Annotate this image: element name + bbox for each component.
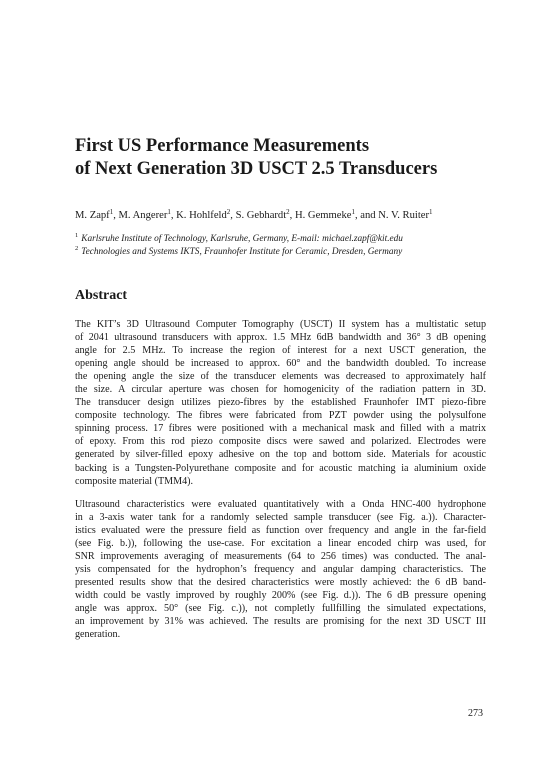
text-line: backing is a Tungsten-Polyurethane composite and for acoustic matching ia aluminium oxide <box>75 462 486 474</box>
text-line: presented results show that the desired characteristics were mostly achieved: the 6 dB band- <box>75 576 486 588</box>
text-line: of epoxy. From this rod piezo composite discs were sawed and polarized. Electrodes were <box>75 436 486 448</box>
affiliation-list <box>75 233 475 258</box>
text-line: composite material (TMM4). <box>75 475 194 487</box>
section-heading: Abstract <box>75 288 128 303</box>
text-line: in a 3-axis water tank for a randomly selected sample transducer (see Fig. a.)). Character- <box>75 511 486 523</box>
text-line: the opening angle the size of the transducer elements was decreased to approximately half <box>75 371 486 383</box>
author-affiliation-mark: 1 <box>429 208 433 216</box>
text-line: spinning process. 17 fibres were positioned with a mechanical mask and filled with a matrix <box>75 423 486 435</box>
author-separator: , and <box>354 210 379 221</box>
text-line: (see Fig. b.)), following the use-case. For excitation a linear encoded chirp was used, for <box>75 537 486 549</box>
abstract-paragraph <box>75 498 486 642</box>
author-separator: , <box>170 210 177 221</box>
author-affiliation-mark: 1 <box>167 208 171 216</box>
text-line: the size. A circular aperture was chosen for homogenicity of the radiation pattern in 3D. <box>75 384 486 396</box>
author-affiliation-mark: 1 <box>109 208 114 216</box>
text-line: Ultrasound characteristics were evaluated quantitatively with a Onda HNC-400 hydrophone <box>75 498 486 510</box>
text-line: The transducer design utilizes piezo-fibres by the established Fraunhofer IMT piezo-fibre <box>75 397 486 409</box>
text-line: SNR improvements averaging of measurements (64 to 256 times) was conducted. The anal- <box>75 550 486 562</box>
title-line: of Next Generation 3D USCT 2.5 Transducers <box>75 159 438 179</box>
author-name: M. Zapf <box>75 210 110 221</box>
text-line: The KIT’s 3D Ultrasound Computer Tomography (USCT) II system has a multistatic setup <box>75 319 486 330</box>
text-line: ysis compensated for the hydrophon’s frequency and angular damping characteristics. The <box>75 563 486 575</box>
author-affiliation-mark: 1 <box>351 208 355 216</box>
affiliation-text: Technologies and Systems IKTS, Fraunhofer Institute for Ceramic, Dresden, Germany <box>81 246 403 257</box>
text-line: istics evaluated were the pressure field as function over frequency and angle in the far-field <box>75 524 486 536</box>
affiliation-mark: 2 <box>75 244 79 252</box>
affiliation-mark: 1 <box>75 232 79 239</box>
author-separator: , <box>113 210 119 221</box>
affiliation <box>75 246 475 259</box>
author-affiliation-mark: 2 <box>226 208 231 216</box>
text-line: angle for 2.5 MHz. To increase the region of interest for a next USCT generation, the <box>75 345 486 357</box>
author-name: S. Gebhardt <box>235 210 287 221</box>
text-line: generation. <box>75 629 121 641</box>
text-line: composite technology. The fibres were fabricated from PZT powder using the polysulfone <box>75 410 486 422</box>
author-name: H. Gemmeke <box>294 210 352 221</box>
author-separator: , <box>230 210 236 221</box>
paper-title <box>75 135 495 181</box>
paragraph-spacer <box>75 488 486 498</box>
text-line: width could be vastly improved by roughly 200% (see Fig. d.)). The 6 dB pressure opening <box>75 589 486 601</box>
page-number: 273 <box>468 708 483 719</box>
text-line: angle was approx. 50° (see Fig. c.)), not completly fullfilling the simulated expectations, <box>75 602 486 614</box>
abstract-body <box>75 318 486 641</box>
author-separator: , <box>289 210 295 221</box>
affiliation-text: Karlsruhe Institute of Technology, Karlsruhe, Germany, E-mail: michael.zapf@kit.edu <box>81 234 403 244</box>
text-line: opening angle should be increased to approx. 60° and the bandwidth doubled. To increase <box>75 358 486 370</box>
text-line: of 2041 ultrasound transducers with approx. 1.5 MHz 6dB bandwidth and 36° 3 dB opening <box>75 332 486 344</box>
text-line: an improvement by 31% was achieved. The results are promising for the next 3D USCT III <box>75 616 486 628</box>
text-line: generated by silver-filled epoxy adhesive on the top and bottom side. Materials for acoustic <box>75 449 486 461</box>
author-name: K. Hohlfeld <box>176 210 227 221</box>
affiliation <box>75 233 475 246</box>
author-name: N. V. Ruiter <box>378 210 430 221</box>
title-line: First US Performance Measurements <box>75 136 370 156</box>
author-affiliation-mark: 2 <box>286 208 290 216</box>
author-name: M. Angerer <box>118 210 168 221</box>
abstract-paragraph <box>75 318 486 488</box>
author-list <box>75 209 485 223</box>
